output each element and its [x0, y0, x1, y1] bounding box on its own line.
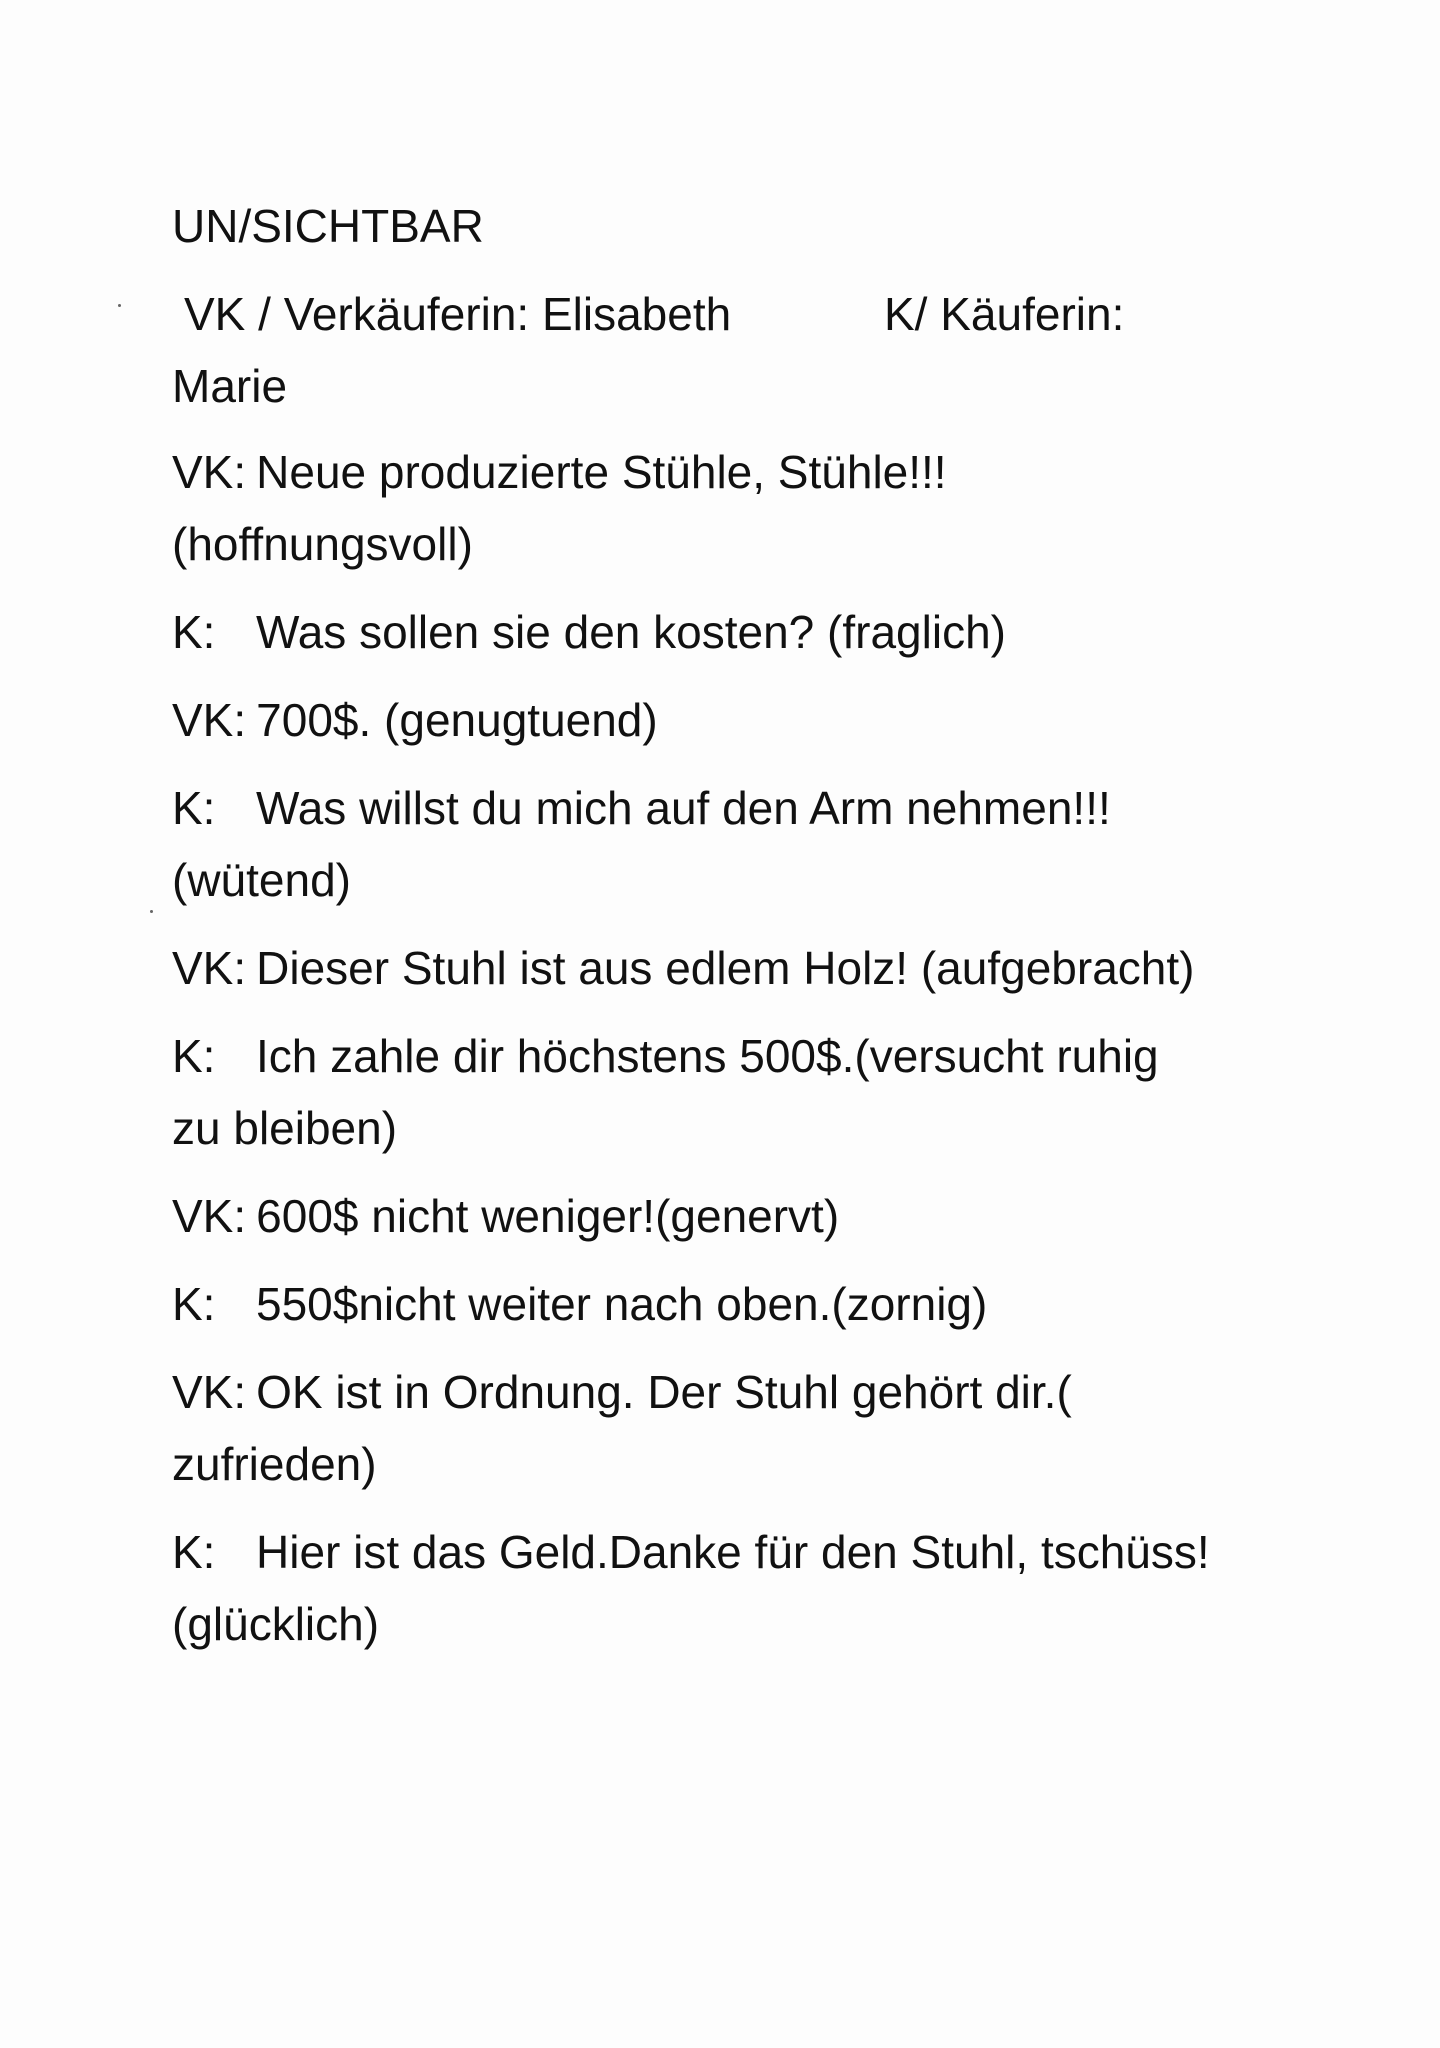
roles-line — [172, 278, 1302, 422]
scan-speck — [118, 304, 121, 307]
line-text: Neue produzierte Stühle, Stühle!!! — [256, 446, 947, 498]
line-continuation: zu bleiben) — [172, 1102, 398, 1154]
dialogue-line — [172, 772, 1302, 916]
document-title: UN/SICHTBAR — [172, 200, 484, 252]
line-text: Was willst du mich auf den Arm nehmen!!! — [256, 782, 1111, 834]
speaker-label: VK: — [172, 1190, 247, 1242]
speaker-label: VK: — [172, 446, 247, 498]
line-continuation: zufrieden) — [172, 1438, 377, 1490]
speaker-label: K: — [172, 782, 216, 834]
line-text: 600$ nicht weniger!(genervt) — [256, 1190, 840, 1242]
dialogue-line — [172, 1356, 1302, 1500]
dialogue-line — [172, 1268, 1302, 1340]
speaker-label: VK: — [172, 942, 247, 994]
dialogue-line — [172, 596, 1302, 668]
line-text: Hier ist das Geld.Danke für den Stuhl, tschüss! — [256, 1526, 1210, 1578]
speaker-label: VK: — [172, 694, 247, 746]
line-text: 550$nicht weiter nach oben.(zornig) — [256, 1278, 988, 1330]
script-text — [172, 190, 1302, 1676]
line-text: OK ist in Ordnung. Der Stuhl gehört dir.( — [256, 1366, 1072, 1418]
dialogue-line — [172, 1516, 1302, 1660]
line-text: Was sollen sie den kosten? (fraglich) — [256, 606, 1006, 658]
seller-role: VK / Verkäuferin: Elisabeth — [184, 288, 732, 340]
dialogue-line — [172, 684, 1302, 756]
speaker-label: K: — [172, 1278, 216, 1330]
speaker-label: K: — [172, 1526, 216, 1578]
line-continuation: (hoffnungsvoll) — [172, 518, 473, 570]
line-text: Ich zahle dir höchstens 500$.(versucht ruhig — [256, 1030, 1159, 1082]
speaker-label: VK: — [172, 1366, 247, 1418]
speaker-label: K: — [172, 1030, 216, 1082]
dialogue-line — [172, 436, 1302, 580]
scan-speck — [150, 910, 153, 913]
dialogue-line — [172, 932, 1302, 1004]
line-text: 700$. (genugtuend) — [256, 694, 658, 746]
dialogue-line — [172, 1020, 1302, 1164]
dialogue-line — [172, 1180, 1302, 1252]
speaker-label: K: — [172, 606, 216, 658]
buyer-role: K/ Käuferin: — [884, 288, 1125, 340]
buyer-name: Marie — [172, 360, 288, 412]
line-text: Dieser Stuhl ist aus edlem Holz! (aufgebracht) — [256, 942, 1195, 994]
line-continuation: (wütend) — [172, 854, 351, 906]
line-continuation: (glücklich) — [172, 1598, 380, 1650]
